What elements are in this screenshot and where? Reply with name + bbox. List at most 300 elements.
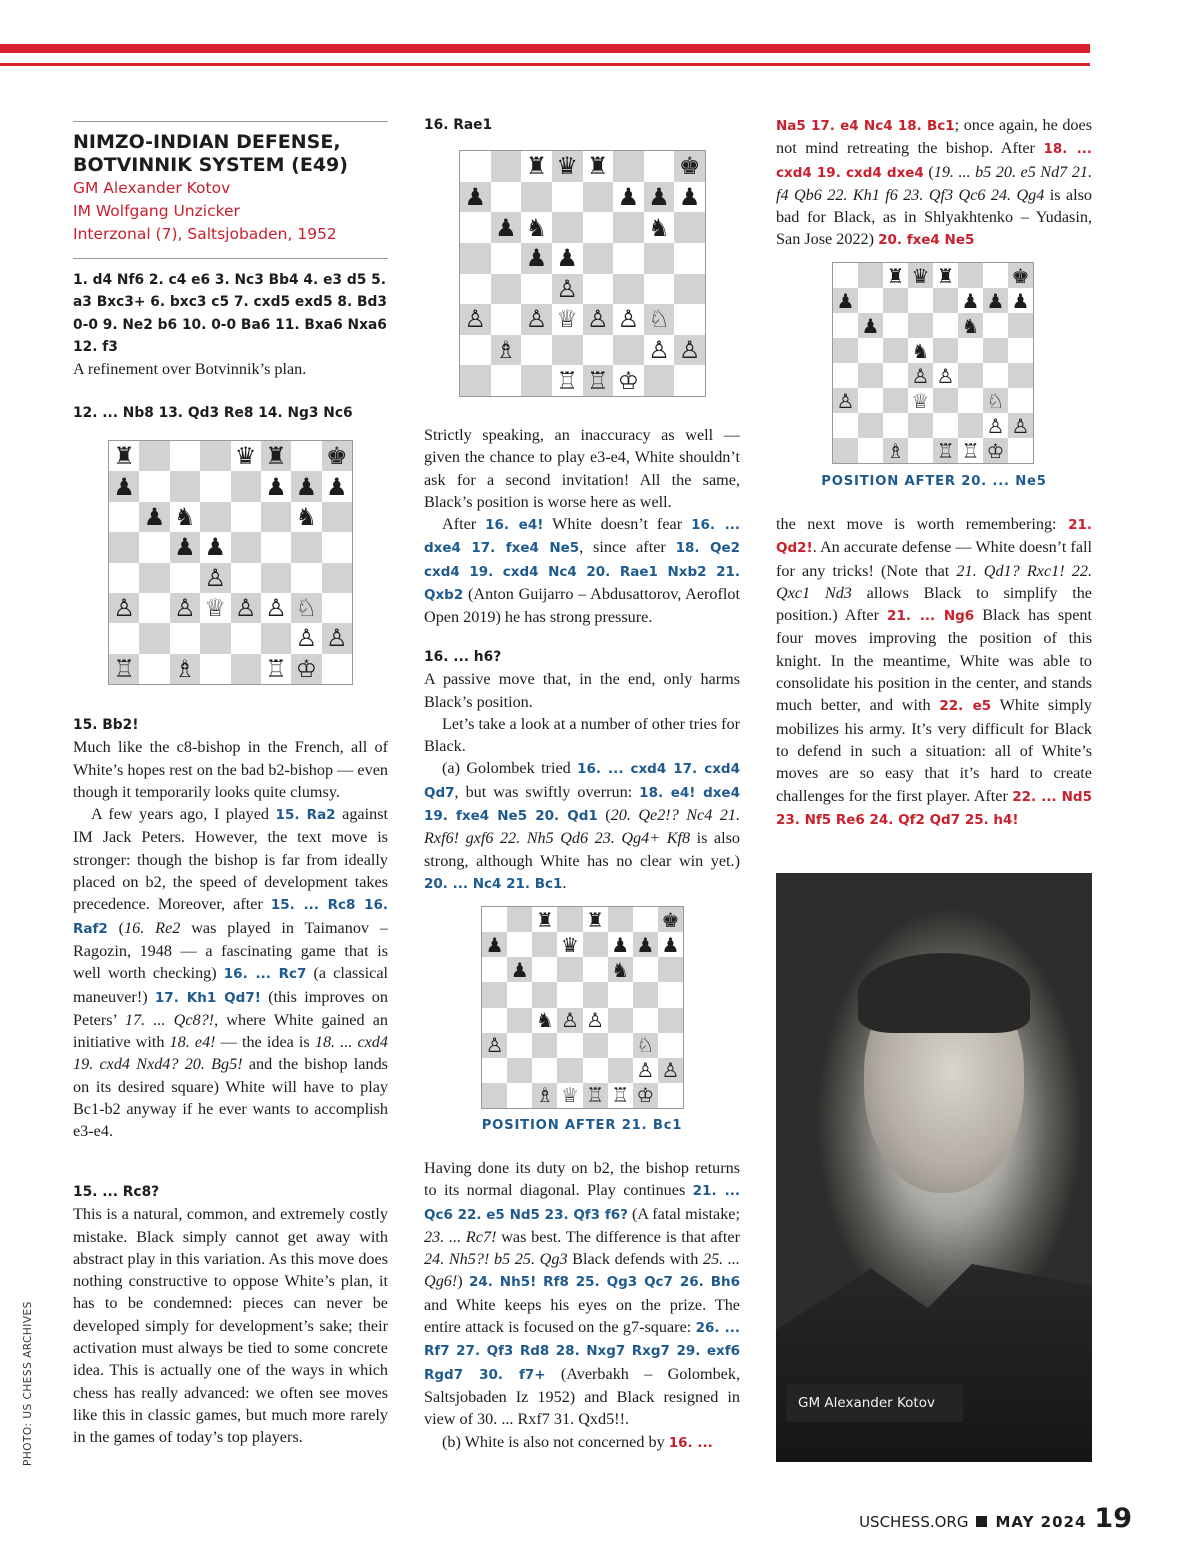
board-square [933, 263, 958, 288]
black-knight-icon: ♞ [174, 502, 196, 531]
board-square [1008, 363, 1033, 388]
move-16-rae1: 16. Rae1 [424, 117, 493, 133]
white-rook-icon: ♖ [587, 366, 609, 395]
white-king-icon: ♔ [295, 654, 318, 683]
white-player: GM Alexander Kotov [73, 179, 231, 197]
board-square [291, 532, 321, 562]
white-pawn-icon: ♙ [587, 305, 609, 334]
board-square [552, 212, 583, 243]
board-square [491, 304, 522, 335]
board-square [908, 363, 933, 388]
board-square [109, 654, 139, 684]
board-square [170, 502, 200, 532]
board-square [674, 274, 705, 305]
board-square [608, 957, 633, 982]
black-rook-icon: ♜ [936, 263, 955, 288]
board-square [883, 313, 908, 338]
board-square [644, 365, 675, 396]
white-queen-icon: ♕ [204, 594, 227, 623]
black-rook-icon: ♜ [525, 152, 548, 181]
folio-site: USCHESS.ORG [859, 1513, 969, 1531]
board-square [322, 532, 352, 562]
portrait-hair [858, 953, 1030, 1033]
board-square [482, 957, 507, 982]
board-square [883, 388, 908, 413]
board-square [231, 532, 261, 562]
note-golombek-tried: (a) Golombek tried 16. ... cxd4 17. cxd4 Qd7, but was swiftly overrun: 18. e4! dxe4 19. fxe4 Ne5 20. Qd1 (20. Qe2!? Nc4 21. Rxf6! gxf6 22. Nh5 Qd6 23. Qg4+ Kf8 is also strong, although White has no clear win yet.) 20. ... Nc4 21. Bc1. [424, 759, 741, 892]
white-pawn-icon: ♙ [556, 274, 578, 303]
board-square [521, 151, 552, 182]
board-square [613, 182, 644, 213]
board-square [532, 1058, 557, 1083]
white-pawn-icon: ♙ [586, 1008, 605, 1033]
board-square [1008, 288, 1033, 313]
black-pawn-icon: ♟ [143, 502, 166, 531]
board-square [933, 288, 958, 313]
board-square [983, 413, 1008, 438]
black-pawn-icon: ♟ [485, 932, 504, 957]
board-square [291, 441, 321, 471]
board-square [231, 563, 261, 593]
board-square [583, 304, 614, 335]
board-square [139, 441, 169, 471]
board-square [908, 263, 933, 288]
board-square [658, 957, 683, 982]
board-square [583, 365, 614, 396]
board-square [633, 982, 658, 1007]
board-square [958, 388, 983, 413]
white-rook-icon: ♖ [265, 654, 287, 683]
board-square [261, 654, 291, 684]
board-square [858, 413, 883, 438]
board-square [958, 363, 983, 388]
event-line: Interzonal (7), Saltsjobaden, 1952 [73, 225, 337, 243]
board-square [933, 438, 958, 463]
board-square [644, 274, 675, 305]
board-square [460, 212, 491, 243]
board-square [983, 263, 1008, 288]
board-square [170, 654, 200, 684]
board-square [933, 313, 958, 338]
white-knight-icon: ♘ [636, 1033, 655, 1058]
board-square [583, 982, 608, 1007]
black-pawn-icon: ♟ [617, 182, 640, 211]
board-square [983, 313, 1008, 338]
board-square [231, 623, 261, 653]
board-square [608, 1058, 633, 1083]
board-square [532, 907, 557, 932]
board-square [200, 563, 230, 593]
note-refinement: A refinement over Botvinnik’s plan. [73, 360, 307, 379]
board-square [109, 563, 139, 593]
board-square [521, 365, 552, 396]
board-square [231, 471, 261, 501]
board-square [491, 182, 522, 213]
black-king-icon: ♚ [678, 152, 701, 181]
white-pawn-icon: ♙ [560, 1008, 579, 1033]
black-queen-icon: ♛ [234, 442, 257, 471]
board-square [200, 654, 230, 684]
board-square [231, 441, 261, 471]
board-square [883, 288, 908, 313]
black-knight-icon: ♞ [535, 1008, 554, 1033]
board-square [613, 243, 644, 274]
white-rook-icon: ♖ [556, 366, 578, 395]
board-square [833, 388, 858, 413]
diagram-4-caption: POSITION AFTER 20. ... Ne5 [821, 474, 1047, 489]
board-square [658, 1033, 683, 1058]
board-square [460, 151, 491, 182]
board-square [658, 932, 683, 957]
moves-12-14: 12. ... Nb8 13. Qd3 Re8 14. Ng3 Nc6 [73, 405, 353, 421]
board-square [521, 182, 552, 213]
board-square [170, 563, 200, 593]
note-na5-line: Na5 17. e4 Nc4 18. Bc1; once again, he does not mind retreating the bishop. After 18. ... cxd4 19. cxd4 dxe4 (19. ... b5 20. e5 Nd7 21. f4 Qb6 22. Kh1 f6 23. Qf3 Qc6 24. Qg4 is also bad for Black, as in Shlyakhtenko – Yudasin, San Jose 2022) 20. fxe4 Ne5 [776, 116, 1093, 249]
board-square [507, 1008, 532, 1033]
board-square [482, 1033, 507, 1058]
white-knight-icon: ♘ [295, 594, 318, 623]
board-square [491, 365, 522, 396]
black-queen-icon: ♛ [556, 152, 578, 181]
board-square [532, 1083, 557, 1108]
note-after-e4: After 16. e4! White doesn’t fear 16. ... dxe4 17. fxe4 Ne5, since after 18. Qe2 cxd4 19. cxd4 Nc4 20. Rae1 Nxb2 21. Qxb2 (Anton Guijarro – Abdusattorov, Aeroflot Open 2019) he has strong pressure. [424, 515, 740, 627]
board-square [322, 502, 352, 532]
note-passive-move: A passive move that, in the end, only harms Black’s position. [424, 670, 740, 711]
board-square [139, 471, 169, 501]
board-square [491, 274, 522, 305]
board-square [674, 243, 705, 274]
board-square [633, 1033, 658, 1058]
move-15-bb2: 15. Bb2! [73, 717, 139, 733]
white-bishop-icon: ♗ [535, 1083, 554, 1108]
board-square [322, 441, 352, 471]
board-square [291, 502, 321, 532]
board-square [933, 413, 958, 438]
white-pawn-icon: ♙ [295, 624, 318, 653]
note-next-move: the next move is worth remembering: 21. Qd2!. An accurate defense — White doesn’t fall for any tricks! (Note that 21. Qd1? Rxc1! 22. Qxc1 Nd3 allows Black to simplify the position.) After 21. ... Ng6 Black has spent four moves improving the position of this knight. In the meantime, White was able to consolidate his position in the center, and stands much better, and with 22. e5 White simply mobilizes his army. It’s very difficult for Black to defend in such a situation: all of White’s moves are so easy that it’s hard to create challenges for the first player. After 22. ... Nd5 23. Nf5 Re6 24. Qf2 Qd7 25. h4! [776, 515, 1092, 828]
black-player: IM Wolfgang Unzicker [73, 202, 240, 220]
portrait-photo [776, 873, 1092, 1462]
board-square [908, 388, 933, 413]
board-square [322, 563, 352, 593]
board-square [883, 338, 908, 363]
board-square [674, 151, 705, 182]
black-rook-icon: ♜ [587, 152, 609, 181]
board-square [139, 593, 169, 623]
board-square [139, 654, 169, 684]
board-square [883, 363, 908, 388]
board-square [532, 982, 557, 1007]
board-square [482, 907, 507, 932]
board-square [1008, 438, 1033, 463]
black-pawn-icon: ♟ [861, 313, 880, 338]
white-pawn-icon: ♙ [326, 624, 348, 653]
board-square [482, 1083, 507, 1108]
white-queen-icon: ♕ [911, 388, 930, 413]
portrait-suit [776, 1242, 1092, 1462]
board-square [608, 907, 633, 932]
folio-square-icon [976, 1516, 987, 1527]
black-rook-icon: ♜ [265, 442, 287, 471]
board-square [583, 335, 614, 366]
board-square [521, 304, 552, 335]
black-knight-icon: ♞ [295, 502, 318, 531]
white-rook-icon: ♖ [936, 438, 955, 463]
board-square [460, 274, 491, 305]
board-square [833, 263, 858, 288]
board-square [583, 932, 608, 957]
board-square [958, 413, 983, 438]
board-square [482, 982, 507, 1007]
board-square [291, 623, 321, 653]
board-square [552, 274, 583, 305]
board-square [908, 413, 933, 438]
board-square [583, 957, 608, 982]
board-square [858, 313, 883, 338]
board-square [532, 1033, 557, 1058]
black-pawn-icon: ♟ [510, 957, 529, 982]
board-square [983, 438, 1008, 463]
black-pawn-icon: ♟ [678, 182, 701, 211]
note-few-years-ago: A few years ago, I played 15. Ra2 against IM Jack Peters. However, the text move is stronger: though the bishop is far from ideally placed on b2, the speed of development takes precedence. Moreover, after 15. ... Rc8 16. Raf2 (16. Re2 was played in Taimanov – Ragozin, 1948 — a fascinating game that is well worth checking) 16. ... Rc7 (a classical maneuver!) 17. Kh1 Qd7! (this improves on Peters’ 17. ... Qc8?!, where White gained an initiative with 18. e4! — the idea is 18. ... cxd4 19. cxd4 Nxd4? 20. Bg5! and the bishop lands on its desired square) White will have to play Bc1-b2 anyway if he ever wants to accomplish e3-e4. [73, 805, 389, 1141]
board-square [261, 623, 291, 653]
board-square [521, 243, 552, 274]
board-square [833, 438, 858, 463]
white-rook-icon: ♖ [113, 654, 135, 683]
board-square [261, 593, 291, 623]
board-square [833, 363, 858, 388]
board-square [521, 335, 552, 366]
board-square [109, 532, 139, 562]
board-square [170, 441, 200, 471]
white-rook-icon: ♖ [586, 1083, 605, 1108]
black-pawn-icon: ♟ [636, 932, 655, 957]
black-king-icon: ♚ [326, 442, 348, 471]
board-square [557, 1008, 582, 1033]
white-pawn-icon: ♙ [636, 1058, 655, 1083]
board-square [291, 593, 321, 623]
board-square [231, 593, 261, 623]
board-square [983, 338, 1008, 363]
board-square [139, 502, 169, 532]
board-square [557, 907, 582, 932]
white-queen-icon: ♕ [560, 1083, 579, 1108]
board-square [521, 274, 552, 305]
board-square [109, 441, 139, 471]
white-pawn-icon: ♙ [113, 594, 135, 623]
photo-caption: GM Alexander Kotov [786, 1384, 963, 1422]
white-pawn-icon: ♙ [464, 305, 487, 334]
board-square [1008, 313, 1033, 338]
board-square [608, 1083, 633, 1108]
white-pawn-icon: ♙ [1011, 413, 1030, 438]
board-square [200, 471, 230, 501]
black-queen-icon: ♛ [911, 263, 930, 288]
board-square [521, 212, 552, 243]
note-costly-mistake: This is a natural, common, and extremely costly mistake. Black simply cannot get away with abstract play in this variation. As this move does nothing constructive to oppose White’s plan, it has to be condemned: pieces can never be developed simply for development’s sake; their activation must always be tied to some concrete idea. This is actually one of the ways in which chess has really advanced: we often see moves like this in classic games, but much more rarely in the games of today’s top players. [73, 1205, 388, 1447]
board-square [261, 441, 291, 471]
board-square [552, 365, 583, 396]
white-rook-icon: ♖ [961, 438, 980, 463]
board-square [908, 288, 933, 313]
board-square [644, 335, 675, 366]
board-square [557, 1083, 582, 1108]
board-square [658, 1058, 683, 1083]
white-pawn-icon: ♙ [174, 594, 196, 623]
board-square [583, 1058, 608, 1083]
board-square [883, 263, 908, 288]
board-square [633, 957, 658, 982]
board-square [633, 1058, 658, 1083]
board-square [109, 471, 139, 501]
board-square [170, 623, 200, 653]
board-square [658, 1083, 683, 1108]
board-square [858, 438, 883, 463]
white-pawn-icon: ♙ [986, 413, 1005, 438]
board-square [491, 212, 522, 243]
board-square [674, 304, 705, 335]
board-square [1008, 338, 1033, 363]
board-square [507, 907, 532, 932]
board-square [658, 907, 683, 932]
board-square [507, 932, 532, 957]
board-square [322, 471, 352, 501]
board-square [583, 182, 614, 213]
board-square [858, 263, 883, 288]
board-square [231, 502, 261, 532]
board-square [482, 932, 507, 957]
board-square [608, 932, 633, 957]
board-square [507, 1083, 532, 1108]
black-queen-icon: ♛ [560, 932, 579, 957]
board-square [139, 563, 169, 593]
board-square [608, 982, 633, 1007]
board-square [858, 388, 883, 413]
board-square [552, 151, 583, 182]
board-square [644, 243, 675, 274]
board-square [231, 654, 261, 684]
board-square [674, 335, 705, 366]
board-square [908, 338, 933, 363]
board-square [200, 502, 230, 532]
board-square [170, 593, 200, 623]
board-square [858, 338, 883, 363]
board-square [507, 1058, 532, 1083]
folio-issue: MAY 2024 [995, 1513, 1087, 1531]
board-square [583, 274, 614, 305]
note-duty-on-b2: Having done its duty on b2, the bishop returns to its normal diagonal. Play continues 21. ... Qc6 22. e5 Nd5 23. Qf3 f6? (A fatal mistake; 23. ... Rc7! was best. The difference is that after 24. Nh5?! b5 25. Qg3 Black defends with 25. ... Qg6!) 24. Nh5! Rf8 25. Qg3 Qc7 26. Bh6 and White keeps his eyes on the prize. The entire attack is focused on the g7-square: 26. ... Rf7 27. Qf3 Rd8 28. Nxg7 Rxg7 29. exf6 Rgd7 30. f7+ (Averbakh – Golombek, Saltsjobaden Iz 1952) and Black resigned in view of 30. ... Rxf7 31. Qxd5!!. [424, 1159, 741, 1429]
black-rook-icon: ♜ [535, 907, 554, 932]
board-square [460, 304, 491, 335]
board-square [644, 212, 675, 243]
board-square [460, 243, 491, 274]
white-pawn-icon: ♙ [234, 594, 257, 623]
white-pawn-icon: ♙ [678, 336, 701, 365]
header-rule-thin [0, 63, 1090, 66]
board-square [139, 623, 169, 653]
board-square [858, 288, 883, 313]
black-pawn-icon: ♟ [611, 932, 630, 957]
white-king-icon: ♔ [617, 366, 640, 395]
black-pawn-icon: ♟ [661, 932, 680, 957]
board-square [482, 1058, 507, 1083]
black-knight-icon: ♞ [525, 213, 548, 242]
header-rule-thick [0, 44, 1090, 53]
black-pawn-icon: ♟ [295, 472, 318, 501]
board-square [933, 388, 958, 413]
page-folio [859, 1503, 1132, 1534]
board-square [583, 1033, 608, 1058]
white-king-icon: ♔ [986, 438, 1005, 463]
board-square [557, 1033, 582, 1058]
board-square [833, 288, 858, 313]
board-square [608, 1033, 633, 1058]
board-square [658, 982, 683, 1007]
black-pawn-icon: ♟ [495, 213, 517, 242]
note-other-tries: Let’s take a look at a number of other tries for Black. [424, 714, 740, 756]
board-square [983, 388, 1008, 413]
board-square [958, 438, 983, 463]
board-square [557, 957, 582, 982]
board-square [1008, 263, 1033, 288]
board-square [958, 263, 983, 288]
black-king-icon: ♚ [661, 907, 680, 932]
board-square [644, 151, 675, 182]
board-square [633, 907, 658, 932]
board-square [557, 932, 582, 957]
board-square [1008, 413, 1033, 438]
board-square [613, 335, 644, 366]
board-square [557, 982, 582, 1007]
chess-diagram-4 [832, 262, 1034, 464]
board-square [633, 1008, 658, 1033]
white-bishop-icon: ♗ [886, 438, 905, 463]
board-square [613, 274, 644, 305]
white-knight-icon: ♘ [648, 305, 670, 334]
board-square [833, 313, 858, 338]
board-square [613, 304, 644, 335]
white-pawn-icon: ♙ [836, 388, 855, 413]
white-pawn-icon: ♙ [204, 563, 227, 592]
white-king-icon: ♔ [636, 1083, 655, 1108]
board-square [583, 907, 608, 932]
board-square [200, 441, 230, 471]
board-square [109, 623, 139, 653]
white-pawn-icon: ♙ [911, 363, 930, 388]
board-square [983, 288, 1008, 313]
white-pawn-icon: ♙ [661, 1058, 680, 1083]
black-rook-icon: ♜ [113, 442, 135, 471]
board-square [507, 982, 532, 1007]
board-square [460, 182, 491, 213]
black-rook-icon: ♜ [586, 907, 605, 932]
board-square [109, 502, 139, 532]
board-square [532, 932, 557, 957]
white-pawn-icon: ♙ [265, 594, 287, 623]
black-pawn-icon: ♟ [204, 533, 227, 562]
board-square [557, 1058, 582, 1083]
board-square [583, 1008, 608, 1033]
board-square [613, 212, 644, 243]
chess-diagram-2 [459, 150, 706, 397]
board-square [261, 502, 291, 532]
photo-credit: PHOTO: US CHESS ARCHIVES [22, 1301, 34, 1466]
board-square [613, 365, 644, 396]
opening-title: NIMZO-INDIAN DEFENSE, BOTVINNIK SYSTEM (E49) [73, 131, 348, 176]
board-square [583, 1083, 608, 1108]
chess-diagram-3 [481, 906, 684, 1109]
board-square [261, 471, 291, 501]
